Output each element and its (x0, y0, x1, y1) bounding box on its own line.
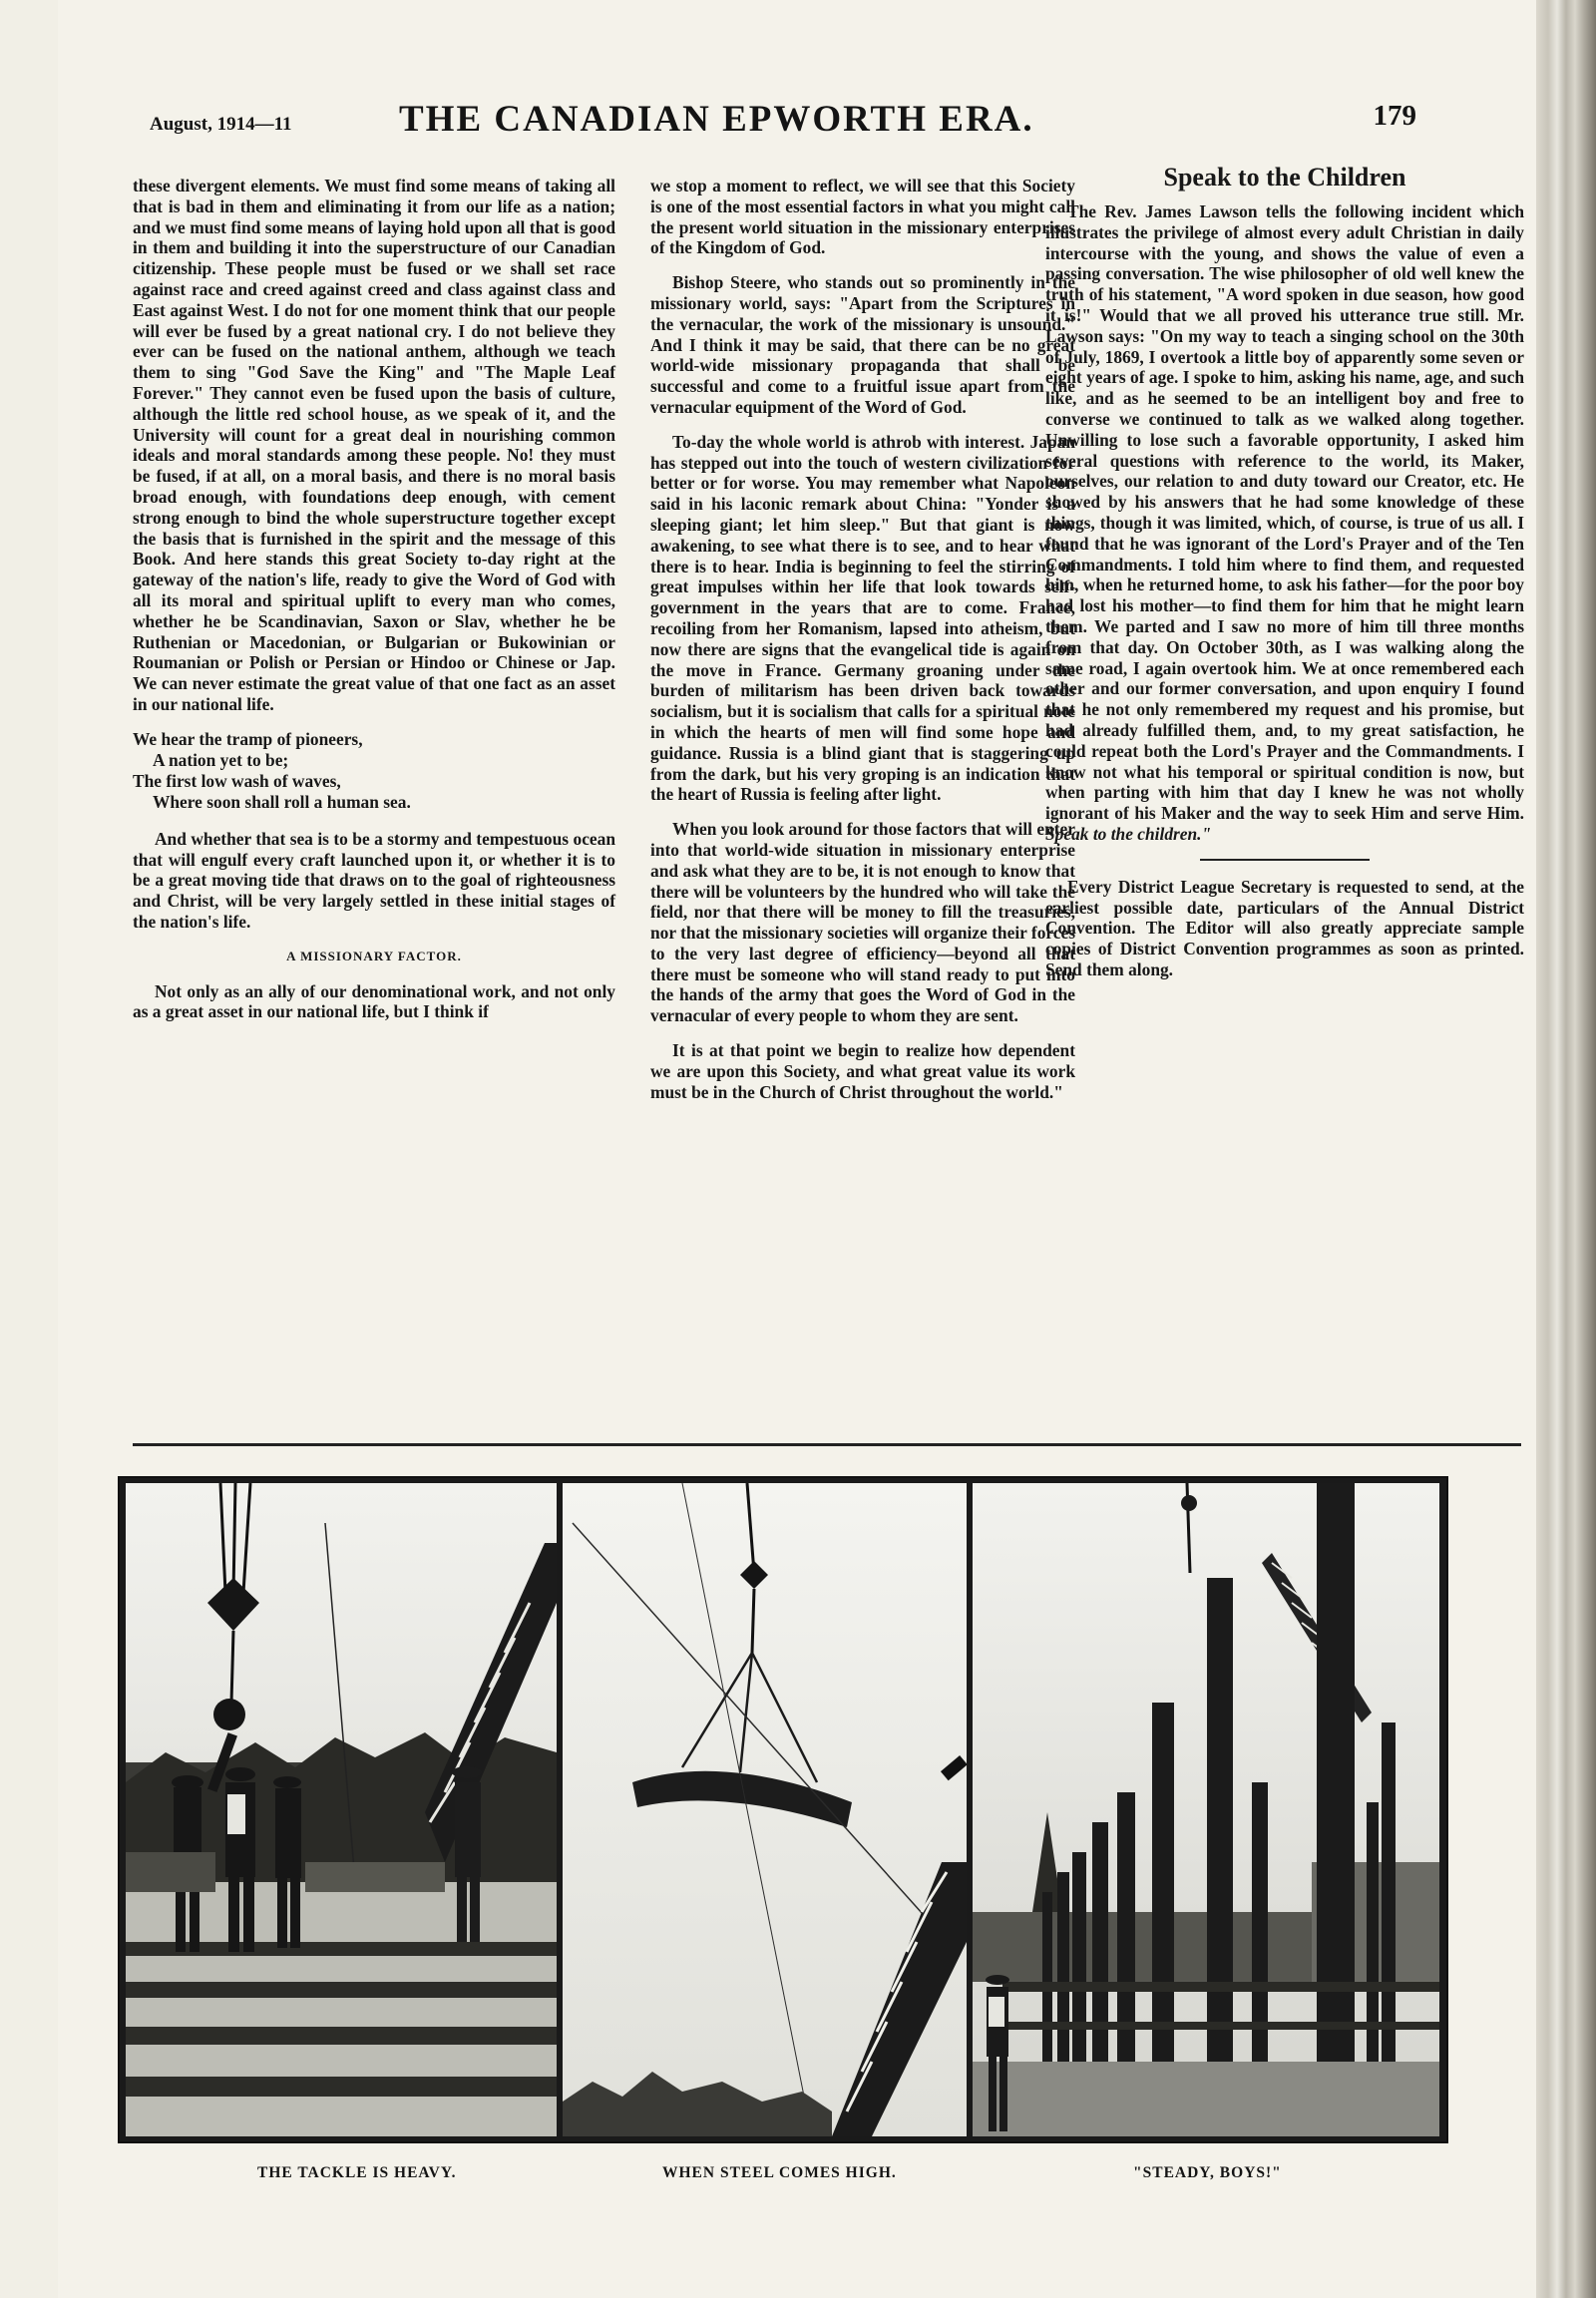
photo-tackle-heavy (126, 1483, 557, 2136)
col3-paragraph-1-text: The Rev. James Lawson tells the following incident which illustrates the privilege of almost every adult Christian in daily intercourse with the young, and shows the value of even a passing conversation. The wise philosopher of old well knew the truth of his statement, "A word spoken in due season, how good it is!" Would that we all proved his utterance true still. Mr. Lawson says: "On my way to teach a singing school on the 30th of July, 1869, I overtook a little boy of apparently some seven or eight years of age. I spoke to him, asking his name, age, and such like, and as he seemed to be an intelligent boy and free to converse we continued to talk as we walked along together. Unwilling to lose such a favorable opportunity, I asked him several questions with reference to the world, its Maker, ourselves, our relation to and duty toward our Creator, etc. He showed by his answers that he had some knowledge of these things, though it was limited, which, of course, is true of us all. I found that he was ignorant of the Lord's Prayer and of the Ten Commandments. I told him where to find them, and requested him, when he returned home, to ask his father—for the poor boy had lost his mother—to find them for him that he might learn them. We parted and I saw no more of him till three months from that day. On October 30th, as I was walking along the same road, I again overtook him. We at once remembered each other and our former conversation, and upon enquiry I found that he not only remembered my request and his promise, but had already fulfilled them, and, to my great satisfaction, he could repeat both the Lord's Prayer and the Commandments. I know not what his temporal or spiritual condition is now, but when parting with him that day I knew he was not wholly ignorant of his Maker and the way to seek Him and serve Him. (1045, 201, 1524, 824)
section-subhead: A MISSIONARY FACTOR. (286, 948, 462, 963)
col2-paragraph-2: Bishop Steere, who stands out so prominently in the missionary world, says: "Apart from the Scriptures in the vernacular, the work of the missionary is unsound." And I think it may be said, that there can be no great world-wide missionary propaganda that shall be successful and come to a fruitful issue apart from the vernacular equipment of the Word of God. (650, 272, 1075, 417)
col2-paragraph-3: To-day the whole world is athrob with interest. Japan has stepped out into the touch of western civilization for better or for worse. You may remember what Napoleon said in his laconic remark about China: "Yonder is a sleeping giant; let him sleep." But that giant is now awakening, to see what there is to see, and to hear what there is to hear. India is beginning to feel the stirring of great impulses within her life that look towards self-government in the years that are to come. France, recoiling from her Romanism, lapsed into atheism, but now there are signs that the evangelical tide is again on the move in France. Germany groaning under the burden of militarism has been driven back towards socialism, but it is socialism that calls for a spiritual note in which the hearts of men will find some hope and guidance. Russia is a blind giant that is staggering up from the dark, but his very groping is an indication that the heart of Russia is feeling after light. (650, 431, 1075, 805)
poem-line-4: Where soon shall roll a human sea. (153, 791, 411, 812)
col1-paragraph-3: Not only as an ally of our denominational work, and not only as a great asset in our national life, but I think if (133, 980, 615, 1022)
issue-date: August, 1914—11 (150, 114, 292, 135)
column-1 (133, 176, 615, 1036)
col3-paragraph-1 (1045, 201, 1524, 845)
poem-line-3: The first low wash of waves, (133, 770, 341, 791)
article-title: Speak to the Children (1163, 163, 1406, 192)
col2-paragraph-1: we stop a moment to reflect, we will see that this Society is one of the most essential factors in what you might call the present world situation in the missionary enterprises of the Kingdom of God. (650, 176, 1075, 258)
poem-line-1: We hear the tramp of pioneers, (133, 728, 363, 749)
poem-line-2: A nation yet to be; (153, 749, 289, 770)
page-header (150, 92, 1446, 142)
column-3 (1045, 163, 1524, 994)
publication-title: THE CANADIAN EPWORTH ERA. (399, 99, 1034, 140)
col3-paragraph-1-italic: Speak to the children." (1045, 823, 1212, 844)
adjacent-page-edge (0, 0, 58, 2298)
caption-tackle-heavy: THE TACKLE IS HEAVY. (257, 2164, 457, 2181)
col1-paragraph-1: these divergent elements. We must find some means of taking all that is bad in them and eliminating it from our life as a nation; and we must find some means of laying hold upon all that is good in them and building it into the superstructure of our Canadian citizenship. These people must be fused or we shall set race against race and creed against creed and class against class and East against West. I do not for one moment think that our people will ever be fused by a great national cry. I do not believe they ever can be fused on the national anthem, although we teach them to sing "God Save the King" and "The Maple Leaf Forever." They cannot even be fused upon the basis of culture, although the little red school house, as we speak of it, and the University will count for a great deal in nourishing common ideals and moral standards among these people. No! they must be fused, if at all, on a moral basis, and there is no moral basis broad enough, with foundations deep enough, with cement strong enough to bind the whole superstructure together except the basis that is furnished in the spirit and the message of this Book. And here stands this great Society to-day right at the gateway of the nation's life, ready to give the Word of God with all its moral and spiritual uplift to every man who comes, whether he be Scandinavian, Saxon or Slav, whether he be Ruthenian or Macedonian, or Bulgarian or Bukowinian or Roumanian or Polish or Persian or Hindoo or Chinese or Jap. We can never estimate the great value of that one fact as an asset in our national life. (133, 176, 615, 714)
caption-steel-high: WHEN STEEL COMES HIGH. (662, 2164, 897, 2181)
col2-paragraph-4: When you look around for those factors that will enter into that world-wide situation in missionary enterprise and ask what they are to be, it is not enough to know that there will be volunteers by the hundred who will take the field, nor that there will be money to fill the treasuries, nor that the missionary societies will organize their forces to the very last degree of efficiency—beyond all that there must be someone who will stand ready to put into the hands of the army that goes the Word of God in the vernacular of every people to whom they are sent. (650, 819, 1076, 1026)
book-page-edges (1536, 0, 1596, 2298)
caption-steady-boys: "STEADY, BOYS!" (1133, 2164, 1282, 2181)
poem-stanza (133, 729, 615, 813)
col2-paragraph-5: It is at that point we begin to realize how dependent we are upon this Society, and what great value its work must be in the Church of Christ throughout the world." (650, 1040, 1075, 1102)
column-2 (650, 176, 1075, 1116)
page-number: 179 (1373, 100, 1416, 132)
section-divider (133, 1443, 1521, 1446)
photo-steel-high (563, 1483, 967, 2136)
photo-steady-boys (973, 1483, 1439, 2136)
col1-paragraph-2: And whether that sea is to be a stormy and tempestuous ocean that will engulf every craft launched upon it, or whether it is to be a great moving tide that draws on to the goal of righteousness and Christ, will be very largely settled in these initial stages of the nation's life. (133, 828, 615, 932)
short-divider (1200, 859, 1370, 861)
col3-paragraph-2: Every District League Secretary is requested to send, at the earliest possible date, particulars of the Annual District Convention. The Editor will also greatly appreciate sample copies of District Convention programmes as soon as printed. Send them along. (1045, 876, 1524, 979)
photo-strip (118, 1476, 1448, 2143)
